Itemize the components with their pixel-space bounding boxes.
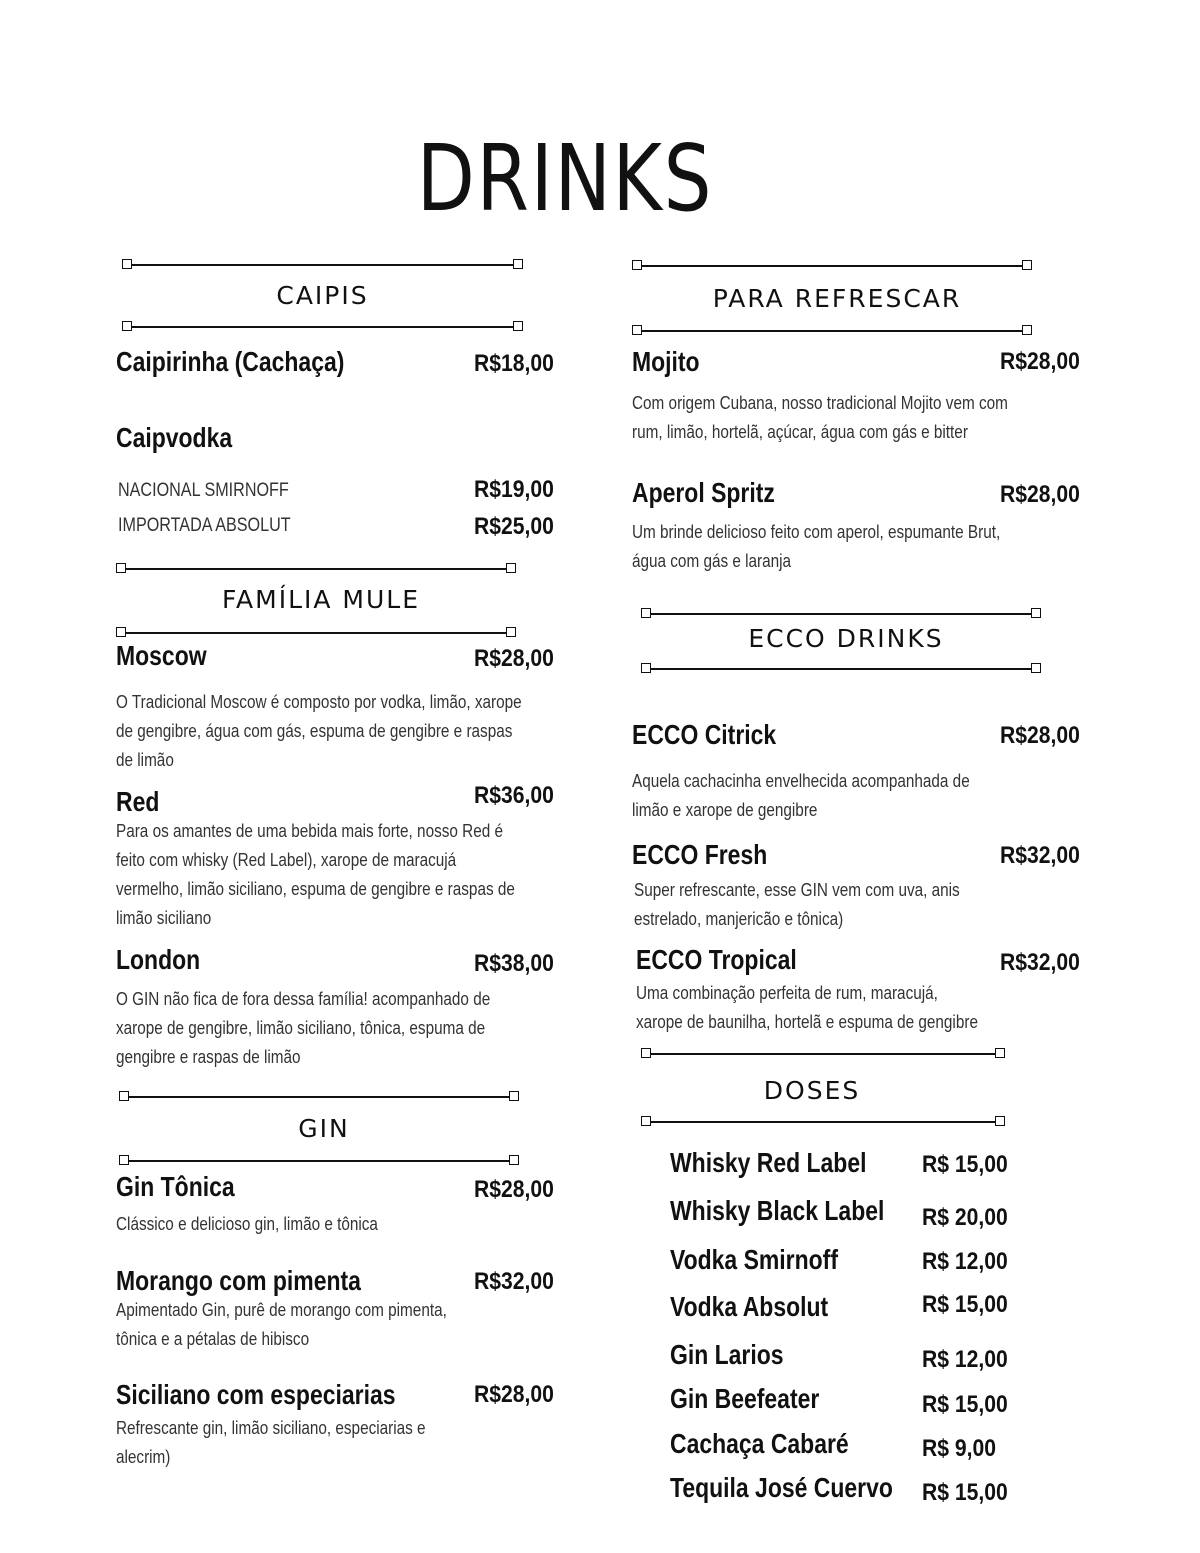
section-title-gin: GIN [298, 1114, 350, 1143]
dose-price: R$ 9,00 [922, 1435, 996, 1462]
item-desc-moscow: O Tradicional Moscow é composto por vodka, limão, xarope de gengibre, água com gás, espuma de gengibre e raspas de limão [116, 692, 522, 770]
item-price-caipirinha: R$18,00 [474, 350, 554, 377]
section-divider [128, 264, 517, 266]
item-name-moscow: Moscow [116, 640, 207, 671]
item-price-ecco-citrick: R$28,00 [1000, 722, 1080, 749]
section-divider [122, 632, 510, 634]
dose-price: R$ 15,00 [922, 1479, 1008, 1506]
option-label-importada: IMPORTADA ABSOLUT [118, 515, 291, 536]
item-price-aperol: R$28,00 [1000, 481, 1080, 508]
item-price-ecco-fresh: R$32,00 [1000, 842, 1080, 869]
page-title: DRINKS [416, 125, 714, 232]
item-name-gin-tonica: Gin Tônica [116, 1171, 235, 1202]
dose-name: Gin Beefeater [670, 1383, 820, 1414]
item-desc-siciliano: Refrescante gin, limão siciliano, especiarias e alecrim) [116, 1418, 426, 1467]
item-price-moscow: R$28,00 [474, 645, 554, 672]
section-title-caipis: CAIPIS [276, 281, 369, 310]
item-desc-morango: Apimentado Gin, purê de morango com pimenta, tônica e a pétalas de hibisco [116, 1300, 447, 1349]
option-label-nacional: NACIONAL SMIRNOFF [118, 480, 289, 501]
section-divider [647, 1053, 999, 1055]
section-divider [125, 1160, 513, 1162]
item-price-gin-tonica: R$28,00 [474, 1176, 554, 1203]
option-price-nacional: R$19,00 [474, 476, 554, 503]
section-title-ecco: ECCO DRINKS [748, 624, 944, 653]
section-divider [638, 330, 1026, 332]
dose-price: R$ 15,00 [922, 1151, 1008, 1178]
item-price-morango: R$32,00 [474, 1268, 554, 1295]
item-price-london: R$38,00 [474, 950, 554, 977]
item-desc-red: Para os amantes de uma bebida mais forte, nosso Red é feito com whisky (Red Label), xarope de maracujá vermelho, limão siciliano, espuma de gengibre e raspas de limão siciliano [116, 821, 515, 928]
item-desc-gin-tonica: Clássico e delicioso gin, limão e tônica [116, 1214, 378, 1234]
section-divider [647, 668, 1035, 670]
item-desc-ecco-citrick: Aquela cachacinha envelhecida acompanhada de limão e xarope de gengibre [632, 771, 970, 820]
item-desc-mojito: Com origem Cubana, nosso tradicional Mojito vem com rum, limão, hortelã, açúcar, água com gás e bitter [632, 393, 1008, 442]
section-title-doses: DOSES [763, 1076, 861, 1105]
dose-price: R$ 15,00 [922, 1291, 1008, 1318]
item-name-caipirinha: Caipirinha (Cachaça) [116, 346, 345, 377]
dose-name: Vodka Absolut [670, 1291, 829, 1322]
item-name-aperol: Aperol Spritz [632, 477, 775, 508]
item-name-ecco-fresh: ECCO Fresh [632, 839, 768, 870]
section-divider [638, 265, 1026, 267]
item-name-caipvodka: Caipvodka [116, 422, 233, 453]
dose-name: Whisky Black Label [670, 1195, 885, 1226]
dose-price: R$ 20,00 [922, 1204, 1008, 1231]
section-title-mule: FAMÍLIA MULE [221, 585, 421, 614]
dose-name: Whisky Red Label [670, 1147, 867, 1178]
section-divider [647, 613, 1035, 615]
item-name-ecco-tropical: ECCO Tropical [636, 944, 797, 975]
item-desc-aperol: Um brinde delicioso feito com aperol, espumante Brut, água com gás e laranja [632, 522, 1001, 571]
item-name-morango: Morango com pimenta [116, 1265, 361, 1296]
section-divider [122, 568, 510, 570]
item-name-siciliano: Siciliano com especiarias [116, 1379, 396, 1410]
item-price-ecco-tropical: R$32,00 [1000, 949, 1080, 976]
dose-name: Tequila José Cuervo [670, 1472, 893, 1503]
dose-price: R$ 12,00 [922, 1346, 1008, 1373]
item-name-mojito: Mojito [632, 346, 700, 377]
item-price-red: R$36,00 [474, 782, 554, 809]
item-price-siciliano: R$28,00 [474, 1381, 554, 1408]
item-name-red: Red [116, 786, 160, 817]
section-divider [125, 1096, 513, 1098]
item-desc-ecco-fresh: Super refrescante, esse GIN vem com uva, anis estrelado, manjericão e tônica) [634, 880, 960, 929]
item-desc-london: O GIN não fica de fora dessa família! acompanhado de xarope de gengibre, limão siciliano, tônica, espuma de gengibre e raspas de limão [116, 989, 491, 1067]
option-price-importada: R$25,00 [474, 513, 554, 540]
item-desc-ecco-tropical: Uma combinação perfeita de rum, maracujá, xarope de baunilha, hortelã e espuma de gengibre [636, 983, 978, 1032]
section-title-refrescar: PARA REFRESCAR [712, 284, 962, 313]
dose-price: R$ 15,00 [922, 1391, 1008, 1418]
item-name-ecco-citrick: ECCO Citrick [632, 719, 777, 750]
dose-name: Cachaça Cabaré [670, 1428, 849, 1459]
dose-name: Gin Larios [670, 1339, 784, 1370]
dose-price: R$ 12,00 [922, 1248, 1008, 1275]
section-divider [128, 326, 517, 328]
item-price-mojito: R$28,00 [1000, 348, 1080, 375]
section-divider [647, 1121, 999, 1123]
dose-name: Vodka Smirnoff [670, 1244, 838, 1275]
item-name-london: London [116, 944, 201, 975]
